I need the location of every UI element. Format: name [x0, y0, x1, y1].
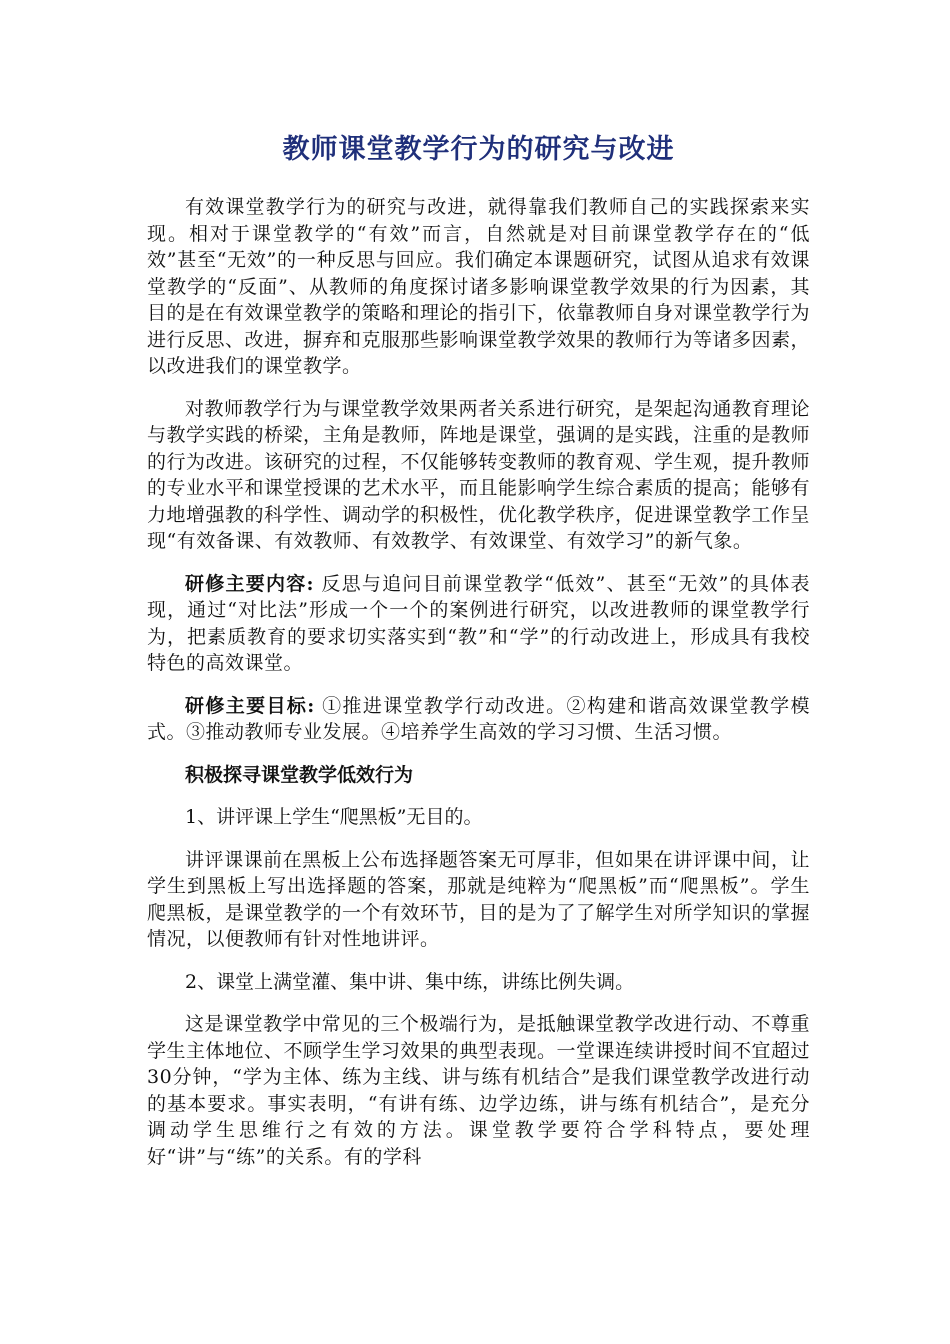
- goals-label: 研修主要目标:: [185, 694, 315, 717]
- goals-paragraph: [147, 693, 810, 746]
- document-title: 教师课堂教学行为的研究与改进: [282, 134, 675, 165]
- item-1-heading: 1、讲评课上学生“爬黑板”无目的。: [185, 806, 483, 828]
- relationship-paragraph: 对教师教学行为与课堂教学效果两者关系进行研究，是架起沟通教育理论与教学实践的桥梁，主角是教师，阵地是课堂，强调的是实践，注重的是教师的行为改进。该研究的过程，不仅能够转变教师的教育观、学生观，提升教师的专业水平和课堂授课的艺术水平，而且能影响学生综合素质的提高；能够有力地增强教的科学性、调动学的积极性，优化教学秩序，促进课堂教学工作呈现“有效备课、有效教师、有效教学、有效课堂、有效学习”的新气象。: [147, 397, 811, 552]
- section-heading: 积极探寻课堂教学低效行为: [185, 763, 414, 786]
- intro-paragraph: 有效课堂教学行为的研究与改进，就得靠我们教师自己的实践探索来实现。相对于课堂教学的“有效”而言，自然就是对目前课堂教学存在的“低效”甚至“无效”的一种反思与回应。我们确定本课题研究，试图从追求有效课堂教学的“反面”、从教师的角度探讨诸多影响课堂教学效果的行为因素，其目的是在有效课堂教学的策略和理论的指引下，依靠教师自身对课堂教学行为进行反思、改进，摒弃和克服那些影响课堂教学效果的教师行为等诸多因素，以改进我们的课堂教学。: [147, 196, 811, 377]
- content-paragraph: [147, 571, 810, 677]
- content-text: 反思与追问目前课堂教学“低效”、甚至“无效”的具体表现，通过“对比法”形成一个一个的案例进行研究，以改进教师的课堂教学行为，把素质教育的要求切实落实到“教”和“学”的行动改进上，形成具有我校特色的高效课堂。: [147, 572, 810, 674]
- goals-text: ①推进课堂教学行动改进。②构建和谐高效课堂教学模式。③推动教师专业发展。④培养学生高效的学习习惯、生活习惯。: [147, 694, 810, 743]
- item-2-heading: 2、课堂上满堂灌、集中讲、集中练，讲练比例失调。: [185, 970, 635, 993]
- content-label: 研修主要内容:: [185, 572, 315, 595]
- item-2-paragraph: 这是课堂教学中常见的三个极端行为，是抵触课堂教学改进行动、不尊重学生主体地位、不顾学生学习效果的典型表现。一堂课连续讲授时间不宜超过30分钟，“学为主体、练为主线、讲与练有机结合”是我们课堂教学改进行动的基本要求。事实表明，“有讲有练、边学边练，讲与练有机结合”，是充分调动学生思维行之有效的方法。课堂教学要符合学科特点，要处理好“讲”与“练”的关系。有的学科: [147, 1013, 811, 1168]
- item-1-paragraph: 讲评课课前在黑板上公布选择题答案无可厚非，但如果在讲评课中间，让学生到黑板上写出选择题的答案，那就是纯粹为“爬黑板”而“爬黑板”。学生爬黑板，是课堂教学的一个有效环节，目的是为了了解学生对所学知识的掌握情况，以便教师有针对性地讲评。: [147, 848, 811, 950]
